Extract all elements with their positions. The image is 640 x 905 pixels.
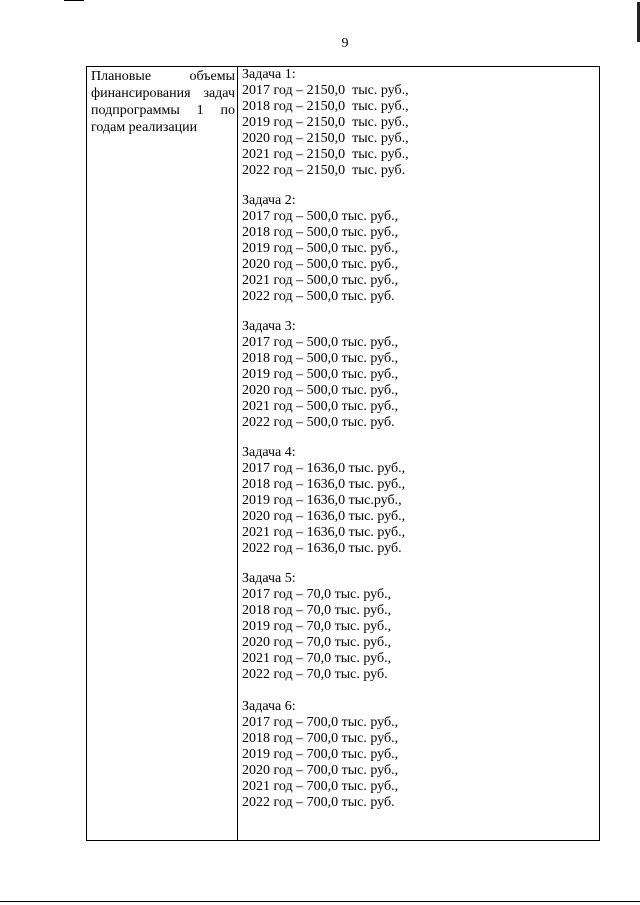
task-funding-line: 2019 год – 700,0 тыс. руб.,: [242, 747, 399, 762]
task-funding-line: 2020 год – 500,0 тыс. руб.,: [242, 257, 399, 272]
task-funding-line: 2020 год – 70,0 тыс. руб.,: [242, 635, 392, 650]
task-title: Задача 2:: [242, 193, 296, 208]
task-funding-line: 2018 год – 500,0 тыс. руб.,: [242, 351, 399, 366]
task-funding-line: 2019 год – 500,0 тыс. руб.,: [242, 367, 399, 382]
task-block: [242, 699, 595, 811]
task-funding-line: 2019 год – 1636,0 тыс.руб.,: [242, 493, 402, 508]
task-funding-line: 2019 год – 70,0 тыс. руб.,: [242, 619, 392, 634]
task-funding-line: 2018 год – 700,0 тыс. руб.,: [242, 731, 399, 746]
task-funding-line: 2021 год – 700,0 тыс. руб.,: [242, 779, 399, 794]
task-block: [242, 193, 595, 305]
task-block: [242, 571, 595, 683]
task-funding-line: 2022 год – 2150,0 тыс. руб.: [242, 163, 406, 178]
task-title: Задача 6:: [242, 699, 296, 714]
task-funding-line: 2021 год – 2150,0 тыс. руб.,: [242, 147, 409, 162]
task-funding-line: 2020 год – 1636,0 тыс. руб.,: [242, 509, 406, 524]
task-funding-line: 2022 год – 500,0 тыс. руб.: [242, 415, 395, 430]
task-funding-line: 2019 год – 500,0 тыс. руб.,: [242, 241, 399, 256]
header-line: годам реализации: [91, 120, 198, 135]
tasks-cell: [238, 67, 599, 840]
page-number: 9: [341, 36, 349, 51]
task-title: Задача 3:: [242, 319, 296, 334]
task-funding-line: 2017 год – 500,0 тыс. руб.,: [242, 335, 399, 350]
task-title: Задача 4:: [242, 445, 296, 460]
task-funding-line: 2017 год – 70,0 тыс. руб.,: [242, 587, 392, 602]
task-title: Задача 5:: [242, 571, 296, 586]
page-bottom-border: [0, 901, 640, 902]
header-line: Плановые объемы: [91, 69, 235, 84]
task-funding-line: 2017 год – 500,0 тыс. руб.,: [242, 209, 399, 224]
scan-artifact-top: [64, 0, 84, 1]
task-funding-line: 2021 год – 70,0 тыс. руб.,: [242, 651, 392, 666]
task-funding-line: 2019 год – 2150,0 тыс. руб.,: [242, 115, 409, 130]
funding-table: [86, 66, 600, 841]
task-funding-line: 2021 год – 1636,0 тыс. руб.,: [242, 525, 406, 540]
header-line: финансирования задач: [91, 86, 235, 101]
task-funding-line: 2020 год – 700,0 тыс. руб.,: [242, 763, 399, 778]
task-funding-line: 2022 год – 70,0 тыс. руб.: [242, 667, 388, 682]
task-funding-line: 2018 год – 500,0 тыс. руб.,: [242, 225, 399, 240]
task-funding-line: 2017 год – 1636,0 тыс. руб.,: [242, 461, 406, 476]
task-funding-line: 2021 год – 500,0 тыс. руб.,: [242, 399, 399, 414]
task-title: Задача 1:: [242, 67, 296, 82]
task-funding-line: 2020 год – 2150,0 тыс. руб.,: [242, 131, 409, 146]
task-block: [242, 319, 595, 431]
task-funding-line: 2017 год – 700,0 тыс. руб.,: [242, 715, 399, 730]
task-funding-line: 2018 год – 1636,0 тыс. руб.,: [242, 477, 406, 492]
task-block: [242, 445, 595, 557]
task-funding-line: 2017 год – 2150,0 тыс. руб.,: [242, 83, 409, 98]
task-block: [242, 67, 595, 179]
task-funding-line: 2018 год – 2150,0 тыс. руб.,: [242, 99, 409, 114]
task-funding-line: 2022 год – 700,0 тыс. руб.: [242, 795, 395, 810]
task-funding-line: 2021 год – 500,0 тыс. руб.,: [242, 273, 399, 288]
task-funding-line: 2020 год – 500,0 тыс. руб.,: [242, 383, 399, 398]
task-funding-line: 2022 год – 1636,0 тыс. руб.: [242, 541, 402, 556]
header-line: подпрограммы 1 по: [91, 103, 235, 118]
task-funding-line: 2022 год – 500,0 тыс. руб.: [242, 289, 395, 304]
task-funding-line: 2018 год – 70,0 тыс. руб.,: [242, 603, 392, 618]
table-header-cell: [87, 67, 238, 840]
